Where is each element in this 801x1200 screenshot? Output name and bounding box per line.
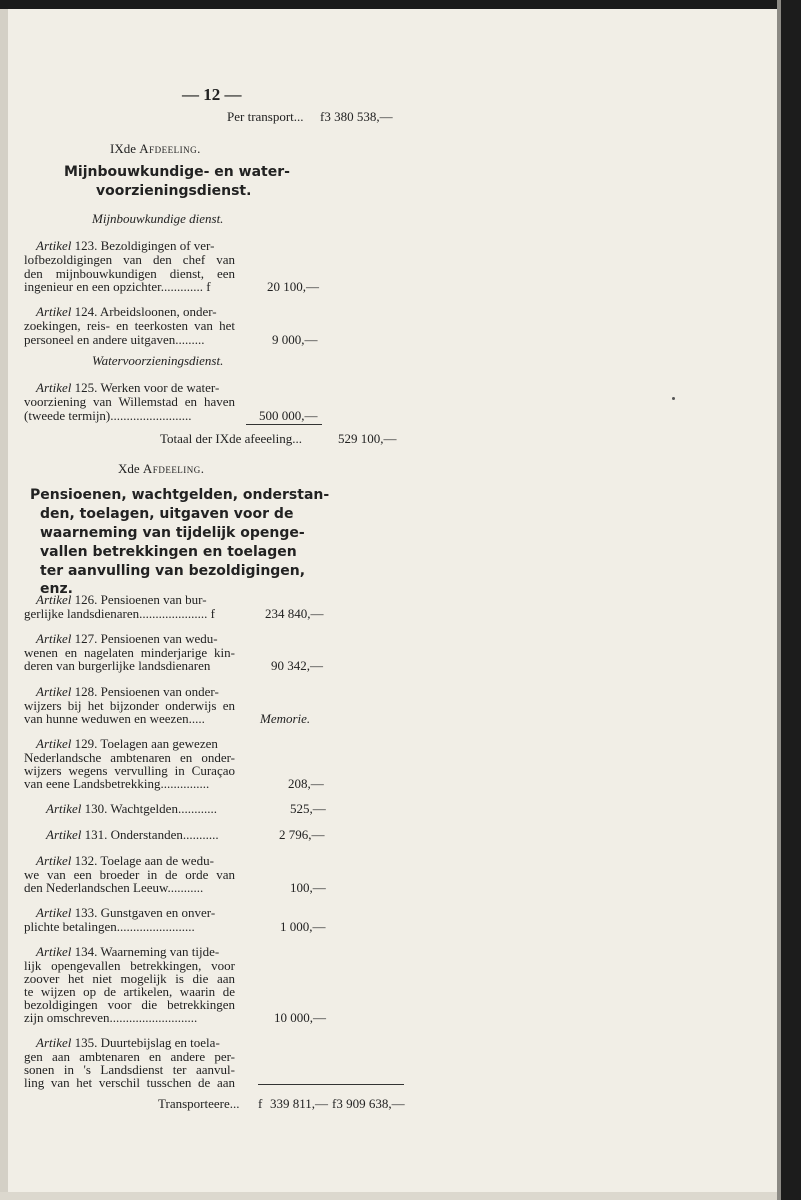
transport-rule: [258, 1084, 404, 1085]
article-127-line-2: wenen en nagelaten minderjarige kin-: [24, 645, 235, 660]
bottom-scan-shade: [0, 1192, 777, 1200]
article-128-amount: Memorie.: [260, 711, 311, 726]
article-127-line-3: deren van burgerlijke landsdienaren: [24, 658, 211, 673]
article-126-first: Artikel 126. Pensioenen van bur-: [36, 592, 207, 607]
scan-speck: [672, 397, 675, 400]
article-129-line-2: Nederlandsche ambtenaren en onder-: [24, 750, 235, 765]
article-129-first: Artikel 129. Toelagen aan gewezen: [36, 736, 218, 751]
article-133-first: Artikel 133. Gunstgaven en onver-: [36, 905, 216, 920]
article-132-line-2: we van een broeder in de orde van: [24, 867, 235, 882]
bottom-transport-label: Transporteere...: [158, 1096, 240, 1111]
article-134-line-3: zoover het niet mogelijk is die aan: [24, 971, 235, 986]
total-rule: [246, 424, 322, 425]
article-124-line-2: zoekingen, reis- en teerkosten van het: [24, 318, 235, 333]
section-10-heading: Xde Afdeeling.: [118, 461, 205, 476]
bottom-transport-currency: f: [258, 1096, 263, 1111]
article-131: Artikel 131. Onderstanden...........: [46, 827, 219, 842]
article-124-amount: 9 000,—: [272, 332, 318, 347]
article-134-first: Artikel 134. Waarneming van tijde-: [36, 944, 220, 959]
transport-amount: f3 380 538,—: [320, 109, 393, 124]
bottom-transport-amount-1: 339 811,—: [270, 1096, 329, 1111]
article-133-amount: 1 000,—: [280, 919, 326, 934]
article-135-first: Artikel 135. Duurtebijslag en toela-: [36, 1035, 220, 1050]
article-132-line-3: den Nederlandschen Leeuw...........: [24, 880, 204, 895]
article-135-line-2: gen aan ambtenaren en andere per-: [24, 1049, 235, 1064]
article-125-first: Artikel 125. Werken voor de water-: [36, 380, 220, 395]
article-132-amount: 100,—: [290, 880, 326, 895]
section-9-total-label: Totaal der IXde afeeeling...: [160, 431, 303, 446]
bottom-transport-amount-2: f3 909 638,—: [332, 1096, 405, 1111]
article-127-first: Artikel 127. Pensioenen van wedu-: [36, 631, 218, 646]
article-131-amount: 2 796,—: [279, 827, 325, 842]
section-10-title-line-4: vallen betrekkingen en toelagen: [40, 544, 297, 560]
article-128-first: Artikel 128. Pensioenen van onder-: [36, 684, 219, 699]
section-10-title-line-2: den, toelagen, uitgaven voor de: [40, 506, 294, 522]
article-134-line-2: lijk opengevallen betrekkingen, voor: [24, 958, 235, 973]
article-134-line-5: bezoldigingen voor die betrekkingen: [24, 997, 235, 1012]
section-9-heading: [110, 142, 201, 155]
article-123-line-3: den mijnbouwkundigen dienst, een: [24, 266, 235, 281]
article-127-amount: 90 342,—: [271, 658, 323, 673]
section-10-title-line-6: enz.: [40, 581, 73, 597]
article-124-line-3: personeel en andere uitgaven.........: [24, 332, 205, 347]
article-126-amount: 234 840,—: [265, 606, 324, 621]
subheading-water: Watervoorzieningsdienst.: [92, 353, 224, 368]
section-10-title-line-3: waarneming van tijdelijk openge-: [40, 525, 305, 541]
article-132-first: Artikel 132. Toelage aan de wedu-: [36, 853, 214, 868]
article-123-amount: 20 100,—: [267, 279, 319, 294]
section-9-number: IXde: [110, 141, 140, 156]
article-126-line-2: gerlijke landsdienaren..................... f: [24, 606, 215, 621]
article-129-amount: 208,—: [288, 776, 324, 791]
article-129-line-4: van eene Landsbetrekking...............: [24, 776, 210, 791]
section-9-total-amount: 529 100,—: [338, 431, 397, 446]
section-9-title-line-1: Mijnbouwkundige- en water-: [64, 164, 290, 180]
subheading-mining: Mijnbouwkundige dienst.: [92, 211, 224, 226]
article-134-line-6: zijn omschreven...........................: [24, 1010, 198, 1025]
section-10-title-line-1: Pensioenen, wachtgelden, onderstan-: [30, 487, 330, 503]
article-124-first: Artikel 124. Arbeidsloonen, onder-: [36, 304, 217, 319]
section-10-title-line-5: ter aanvulling van bezoldigingen,: [40, 563, 306, 579]
section-9-title-line-2: voorzieningsdienst.: [96, 183, 252, 199]
article-134-amount: 10 000,—: [274, 1010, 326, 1025]
article-123-line-2: lofbezoldigingen van den chef van: [24, 252, 235, 267]
article-125-line-3: (tweede termijn).........................: [24, 408, 192, 423]
article-135-line-3: sonen in 's Landsdienst ter aanvul-: [24, 1062, 235, 1077]
article-123-line-4: ingenieur en een opzichter............. f: [24, 279, 211, 294]
transport-label: Per transport...: [227, 109, 304, 124]
article-133-line-2: plichte betalingen........................: [24, 919, 195, 934]
article-129-line-3: wijzers wegens vervulling in Curaçao: [24, 763, 235, 778]
article-128-line-3: van hunne weduwen en weezen.....: [24, 711, 205, 726]
article-128-line-2: wijzers bij het bijzonder onderwijs en: [24, 698, 235, 713]
page-number: — 12 —: [182, 85, 242, 104]
top-scan-border: [0, 0, 801, 9]
article-135-line-4: ling van het verschil tusschen de aan: [24, 1075, 235, 1090]
article-125-amount: 500 000,—: [259, 408, 318, 423]
article-123-first: Artikel 123. Bezoldigingen of ver-: [36, 238, 215, 253]
left-scan-shade: [0, 9, 8, 1200]
article-130-amount: 525,—: [290, 801, 326, 816]
article-130: Artikel 130. Wachtgelden............: [46, 801, 217, 816]
article-125-line-2: voorziening van Willemstad en haven: [24, 394, 235, 409]
right-scan-border: [781, 0, 801, 1200]
article-134-line-4: te wijzen op de artikelen, waarin de: [24, 984, 235, 999]
section-9-word: Afdeeling.: [139, 141, 201, 156]
